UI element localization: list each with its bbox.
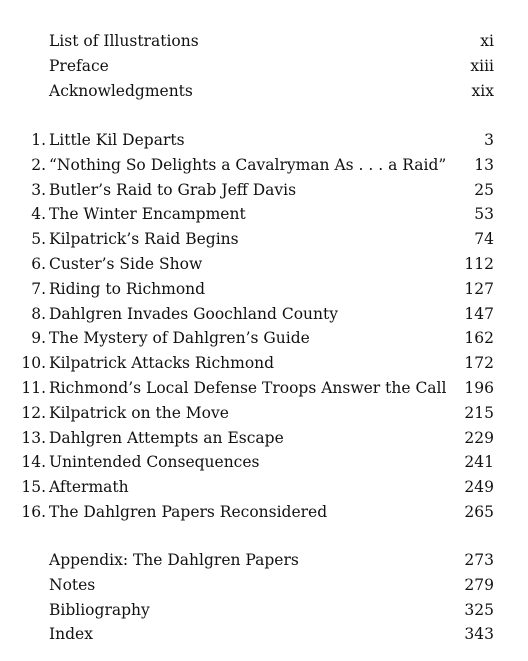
chapter-number: 13. [21, 428, 46, 447]
chapter-title: The Mystery of Dahlgren’s Guide [49, 329, 310, 348]
chapter-number: 15. [21, 478, 46, 497]
chapter-page: 74 [474, 230, 494, 249]
chapter-page: 3 [484, 131, 494, 149]
chapter-page: 112 [464, 254, 494, 273]
entry-title: List of Illustrations [49, 32, 199, 50]
chapter-number: 7. [31, 279, 46, 298]
entry-title: Index [49, 625, 93, 644]
chapter-title: Custer’s Side Show [49, 254, 203, 273]
chapter-list [0, 128, 528, 525]
chapter-number: 9. [31, 329, 46, 348]
chapter-title: Kilpatrick’s Raid Begins [49, 230, 239, 249]
chapter-page: 172 [464, 354, 494, 373]
chapter-number: 12. [21, 403, 46, 422]
entry-page: 279 [464, 575, 494, 594]
chapter-entry [0, 326, 528, 351]
toc-entry [0, 54, 528, 79]
toc-entry [0, 79, 528, 104]
chapter-page: 241 [464, 453, 494, 472]
chapter-title: Dahlgren Attempts an Escape [49, 428, 284, 447]
chapter-number: 4. [31, 205, 46, 224]
chapter-entry [0, 426, 528, 451]
chapter-title: The Dahlgren Papers Reconsidered [49, 502, 328, 521]
entry-title: Appendix: The Dahlgren Papers [49, 551, 299, 569]
chapter-page: 147 [464, 304, 494, 323]
chapter-title: Dahlgren Invades Goochland County [49, 304, 338, 323]
chapter-number: 6. [31, 254, 46, 273]
chapter-entry [0, 376, 528, 401]
chapter-page: 249 [464, 478, 494, 497]
chapter-number: 2. [31, 155, 46, 174]
chapter-entry [0, 302, 528, 327]
toc-entry [0, 548, 528, 573]
chapter-title: Kilpatrick on the Move [49, 403, 229, 422]
chapter-entry [0, 450, 528, 475]
entry-page: 273 [464, 551, 494, 569]
chapter-entry [0, 128, 528, 153]
chapter-title: The Winter Encampment [49, 205, 246, 224]
chapter-entry [0, 351, 528, 376]
entry-title: Preface [49, 56, 109, 75]
entry-page: xix [471, 81, 494, 100]
chapter-page: 127 [464, 279, 494, 298]
chapter-number: 1. [31, 131, 46, 149]
entry-page: xi [480, 32, 494, 50]
chapter-title: “Nothing So Delights a Cavalryman As . . . a Raid” [49, 155, 447, 174]
toc-entry [0, 622, 528, 647]
chapter-title: Unintended Consequences [49, 453, 260, 472]
entry-page: 343 [464, 625, 494, 644]
chapter-number: 3. [31, 180, 46, 199]
chapter-title: Kilpatrick Attacks Richmond [49, 354, 275, 373]
toc-entry [0, 598, 528, 623]
toc-entry [0, 29, 528, 54]
chapter-number: 11. [21, 378, 46, 397]
chapter-page: 229 [464, 428, 494, 447]
chapter-page: 215 [464, 403, 494, 422]
chapter-page: 196 [464, 378, 494, 397]
chapter-entry [0, 202, 528, 227]
entry-title: Acknowledgments [49, 81, 193, 100]
chapter-number: 10. [21, 354, 46, 373]
chapter-number: 5. [31, 230, 46, 249]
chapter-entry [0, 500, 528, 525]
front-matter-list [0, 29, 528, 103]
chapter-title: Richmond’s Local Defense Troops Answer the Call [49, 378, 447, 397]
toc-entry [0, 573, 528, 598]
chapter-page: 25 [474, 180, 494, 199]
chapter-title: Butler’s Raid to Grab Jeff Davis [49, 180, 297, 199]
entry-page: 325 [464, 600, 494, 619]
chapter-page: 265 [464, 502, 494, 521]
chapter-title: Aftermath [49, 478, 129, 497]
chapter-entry [0, 178, 528, 203]
chapter-number: 14. [21, 453, 46, 472]
chapter-number: 8. [31, 304, 46, 323]
chapter-entry [0, 401, 528, 426]
chapter-title: Little Kil Departs [49, 131, 185, 149]
chapter-entry [0, 153, 528, 178]
back-matter-list [0, 548, 528, 647]
chapter-entry [0, 252, 528, 277]
chapter-page: 162 [464, 329, 494, 348]
chapter-entry [0, 277, 528, 302]
chapter-entry [0, 475, 528, 500]
entry-title: Notes [49, 575, 96, 594]
chapter-page: 13 [474, 155, 494, 174]
entry-title: Bibliography [49, 600, 150, 619]
chapter-title: Riding to Richmond [49, 279, 206, 298]
chapter-page: 53 [474, 205, 494, 224]
chapter-entry [0, 227, 528, 252]
chapter-number: 16. [21, 502, 46, 521]
entry-page: xiii [470, 56, 494, 75]
